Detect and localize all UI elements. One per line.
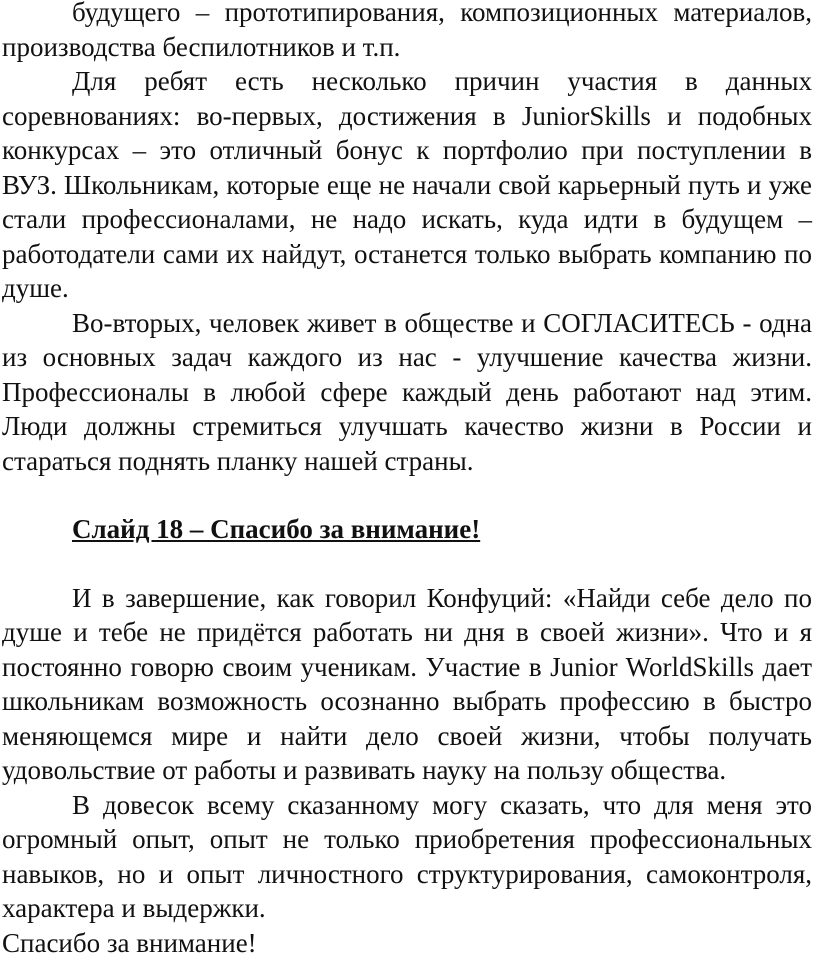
closing-line: Спасибо за внимание! [2,926,812,960]
paragraph-3: Во-вторых, человек живет в обществе и СОГЛАСИТЕСЬ - одна из основных задач каждого из нас - улучшение качества жизни. Профессионалы в любой сфере каждый день работают над этим. Люди должны стремиться улучшать качество жизни в России и стараться поднять планку нашей страны. [2,306,812,479]
paragraph-5: В довесок всему сказанному могу сказать, что для меня это огромный опыт, опыт не только приобретения профессиональных навыков, но и опыт личностного структурирования, самоконтроля, характера и выдержки. [2,788,812,926]
paragraph-2: Для ребят есть несколько причин участия в данных соревнованиях: во-первых, достижения в JuniorSkills и подобных конкурсах – это отличный бонус к портфолио при поступлении в ВУЗ. Школьникам, которые еще не начали свой карьерный путь и уже стали профессионалами, не надо искать, куда идти в будущем – работодатели сами их найдут, останется только выбрать компанию по душе. [2,64,812,306]
paragraph-1: будущего – прототипирования, композиционных материалов, производства беспилотников и т.п. [2,0,812,64]
paragraph-4: И в завершение, как говорил Конфуций: «Найди себе дело по душе и тебе не придётся работать ни дня в своей жизни». Что и я постоянно говорю своим ученикам. Участие в Junior WorldSkills дает школьникам возможность осознанно выбрать профессию в быстро меняющемся мире и найти дело своей жизни, чтобы получать удовольствие от работы и развивать науку на пользу общества. [2,581,812,788]
slide-heading: Слайд 18 – Спасибо за внимание! [2,512,812,547]
